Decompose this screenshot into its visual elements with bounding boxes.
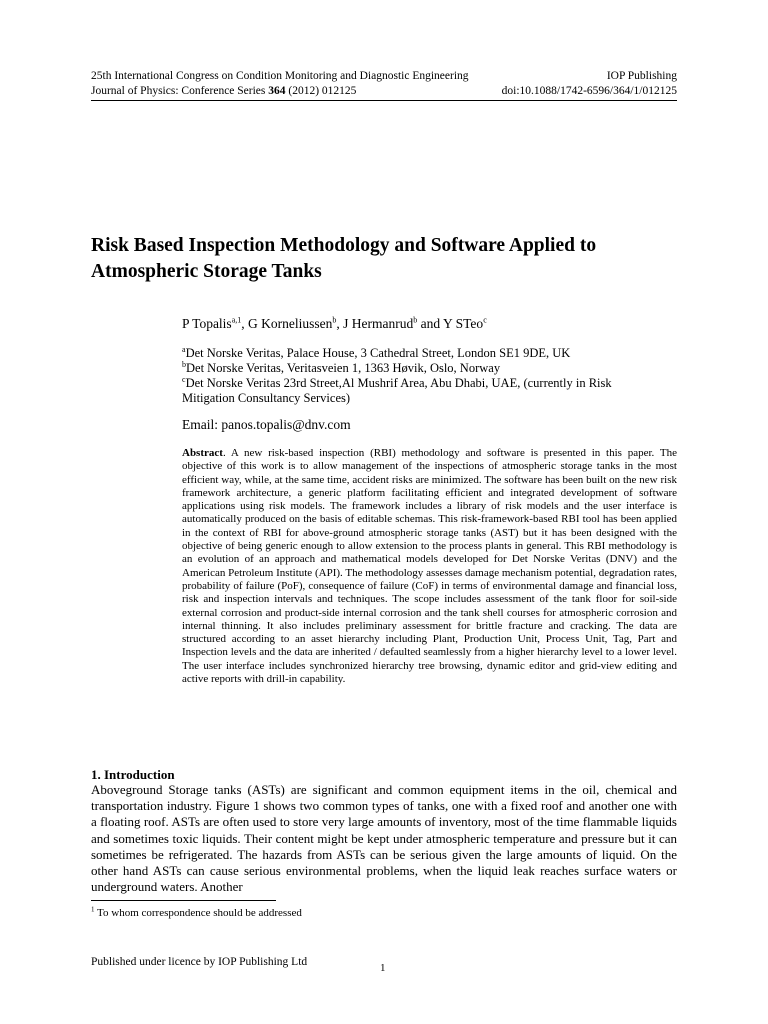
header-journal — [91, 84, 356, 99]
title-line-1: Risk Based Inspection Methodology and Software Applied to — [91, 235, 597, 256]
footnote-text: To whom correspondence should be addressed — [94, 907, 302, 919]
abstract-text: . A new risk-based inspection (RBI) methodology and software is presented in this paper. The objective of this work is to allow management of the inspections of atmospheric storage tanks in the most efficient way, while, at the same time, accident risks are minimized. The software has been built on the new risk framework architecture, a generic platform facilitating efficient and integrated development of software applications using risk models. The framework includes a library of risk models and the user interface is automatically produced on the basis of editable schemas. This risk-framework-based RBI tool has been applied in the context of RBI for above-ground atmospheric storage tanks (AST) but it has been designed with the objective of being generic enough to allow extension to the process plants in general. This RBI methodology is an evolution of an approach and mathematical models developed for Det Norske Veritas (DNV) and the American Petroleum Institute (API). The methodology assesses damage mechanism potential, degradation rates, probability of failure (PoF), consequence of failure (CoF) in terms of environmental damage and financial loss, risk and inspection intervals and techniques. The scope includes assessment of the tank floor for soil-side external corrosion and product-side internal corrosion and the tank shell courses for atmospheric corrosion and internal thinning. It also includes preliminary assessment for brittle fracture and cracking. The data are structured according to an asset hierarchy including Plant, Production Unit, Process Unit, Tag, Part and Inspection levels and the data are inherited / defaulted seamlessly from a higher hierarchy level to a lower level. The user interface includes synchronized hierarchy tree browsing, dynamic editor and grid-view editing and active reports with drill-in capability. — [182, 447, 677, 686]
page-number: 1 — [380, 962, 386, 974]
affil-text: Det Norske Veritas, Palace House, 3 Cathedral Street, London SE1 9DE, UK — [185, 346, 571, 360]
journal-volume: 364 — [268, 85, 286, 97]
affil-text: Det Norske Veritas, Veritasveien 1, 1363 Høvik, Oslo, Norway — [186, 361, 501, 375]
paper-title — [91, 233, 691, 285]
footnote-rule — [91, 900, 276, 901]
contact-email: Email: panos.topalis@dnv.com — [182, 417, 351, 432]
affil-text: Det Norske Veritas 23rd Street,Al Mushrif Area, Abu Dhabi, UAE, (currently in Risk Mitigation Consultancy Services) — [182, 376, 612, 405]
abstract — [182, 447, 677, 686]
footnote-marker: 1 — [91, 905, 95, 914]
affiliations — [182, 346, 642, 406]
affil-marker: b — [182, 359, 186, 369]
affiliation-c — [182, 376, 642, 406]
author-list — [182, 315, 487, 333]
journal-year-article: (2012) 012125 — [288, 85, 357, 97]
header-publisher: IOP Publishing — [606, 70, 677, 82]
publisher-footer: Published under licence by IOP Publishing Ltd — [91, 956, 308, 968]
author-3: J Hermanrud — [343, 316, 414, 331]
author-3-affil: b — [413, 315, 418, 325]
author-2-affil: b — [332, 315, 337, 325]
introduction-text: Aboveground Storage tanks (ASTs) are significant and common equipment items in the oil, chemical and transportation industry. Figure 1 shows two common types of tanks, one with a fixed roof and another one with a floating roof. ASTs are often used to store very large amounts of inventory, most of the time flammable liquids and sometimes toxic liquids. Their content might be kept under atmospheric temperature and pressure but it can sometimes be refrigerated. The hazards from ASTs can be serious given the large amounts of liquid. On the other hand ASTs can cause serious environmental problems, when the liquid leak reaches surface waters or underground waters. Another — [91, 782, 677, 895]
footnote — [91, 906, 302, 920]
affiliation-a — [182, 346, 642, 361]
author-4: Y STeo — [443, 316, 484, 331]
title-line-2: Atmospheric Storage Tanks — [91, 261, 322, 282]
author-2: G Korneliussen — [248, 316, 333, 331]
header-doi: doi:10.1088/1742-6596/364/1/012125 — [501, 85, 677, 97]
author-sep: and — [417, 316, 443, 331]
journal-name: Journal of Physics: Conference Series — [91, 85, 266, 97]
affiliation-b — [182, 361, 642, 376]
header-conference: 25th International Congress on Condition Monitoring and Diagnostic Engineering — [91, 70, 469, 82]
author-1-affil: a,1 — [231, 315, 242, 325]
author-sep: , — [241, 316, 249, 331]
header-rule — [91, 100, 677, 101]
affil-marker: a — [182, 344, 186, 354]
affil-marker: c — [182, 374, 186, 384]
author-sep: , — [336, 316, 344, 331]
author-4-affil: c — [483, 315, 487, 325]
author-1: P Topalis — [182, 316, 232, 331]
section-heading-introduction: 1. Introduction — [91, 767, 175, 782]
abstract-label: Abstract — [182, 447, 223, 459]
